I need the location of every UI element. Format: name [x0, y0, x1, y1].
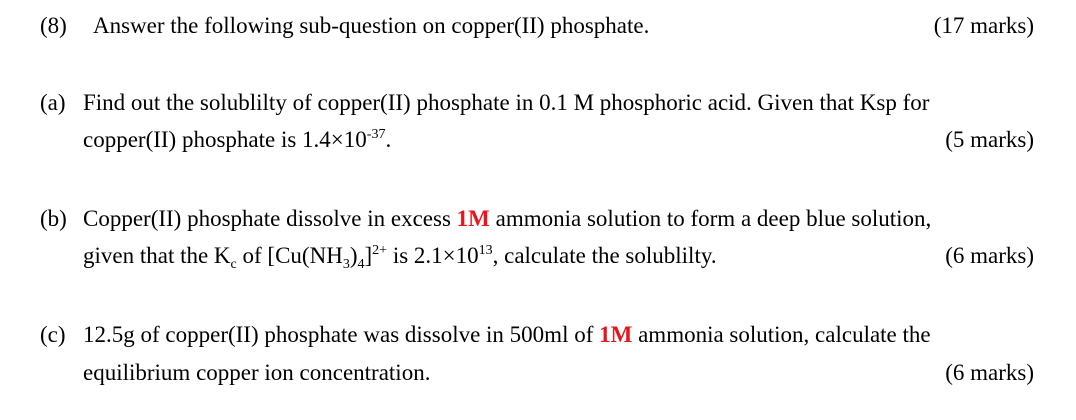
- part-b-text-line-2: [83, 240, 717, 272]
- part-c-text-post: ammonia solution, calculate the: [632, 322, 931, 347]
- part-a-ksp-text: copper(II) phosphate is 1.4×10: [83, 127, 367, 152]
- part-c-text-pre: 12.5g of copper(II) phosphate was dissolve in 500ml of: [83, 322, 600, 347]
- part-a-line-2: [0, 124, 1076, 156]
- part-b-complex-open: of [Cu(NH: [236, 243, 343, 268]
- part-a-text-line-1: Find out the solublilty of copper(II) phosphate in 0.1 M phosphoric acid. Given that Ksp for: [83, 90, 930, 115]
- question-marks: (17 marks): [933, 13, 1034, 38]
- part-b-line-1: [0, 203, 1076, 235]
- question-number: (8): [40, 13, 67, 38]
- part-a-label: (a): [40, 90, 66, 115]
- question-text: Answer the following sub-question on copper(II) phosphate.: [93, 13, 650, 38]
- part-a-line-1: [0, 87, 1076, 119]
- part-b-kc-subscript: c: [230, 257, 237, 272]
- part-a-ksp-exponent: -37: [366, 127, 386, 142]
- part-c-marks: (6 marks): [945, 360, 1034, 385]
- part-b-ligand-subscript: 4: [357, 257, 365, 272]
- part-b-charge-superscript: 2+: [372, 243, 388, 258]
- part-c-text-line-2: equilibrium copper ion concentration.: [83, 360, 431, 385]
- part-b-text-post: ammonia solution to form a deep blue solution,: [489, 206, 932, 231]
- part-b-concentration-highlight: 1M: [456, 206, 490, 231]
- part-b-kc-exponent: 13: [478, 243, 493, 258]
- part-b-complex-close: ]: [364, 243, 373, 268]
- part-a-marks: (5 marks): [945, 127, 1034, 152]
- part-b-text-end: , calculate the solublilty.: [492, 243, 717, 268]
- part-b-kc-text: given that the K: [83, 243, 231, 268]
- part-b-label: (b): [40, 206, 67, 231]
- part-c-label: (c): [40, 322, 66, 347]
- part-a-text-line-2: [83, 124, 391, 156]
- part-b-kc-value: is 2.1×10: [387, 243, 479, 268]
- part-b-marks: (6 marks): [945, 243, 1034, 268]
- part-b-nh3-subscript: 3: [342, 257, 350, 272]
- part-b-complex-paren: ): [349, 243, 358, 268]
- part-c-line-2: [0, 357, 1076, 389]
- part-a-ksp-period: .: [385, 127, 392, 152]
- part-b-text-pre: Copper(II) phosphate dissolve in excess: [83, 206, 457, 231]
- part-c-concentration-highlight: 1M: [599, 322, 633, 347]
- part-b-line-2: [0, 240, 1076, 272]
- part-b-text-line-1: [83, 203, 931, 235]
- question-header: [0, 10, 1076, 42]
- part-c-line-1: [0, 319, 1076, 351]
- part-c-text-line-1: [83, 319, 931, 351]
